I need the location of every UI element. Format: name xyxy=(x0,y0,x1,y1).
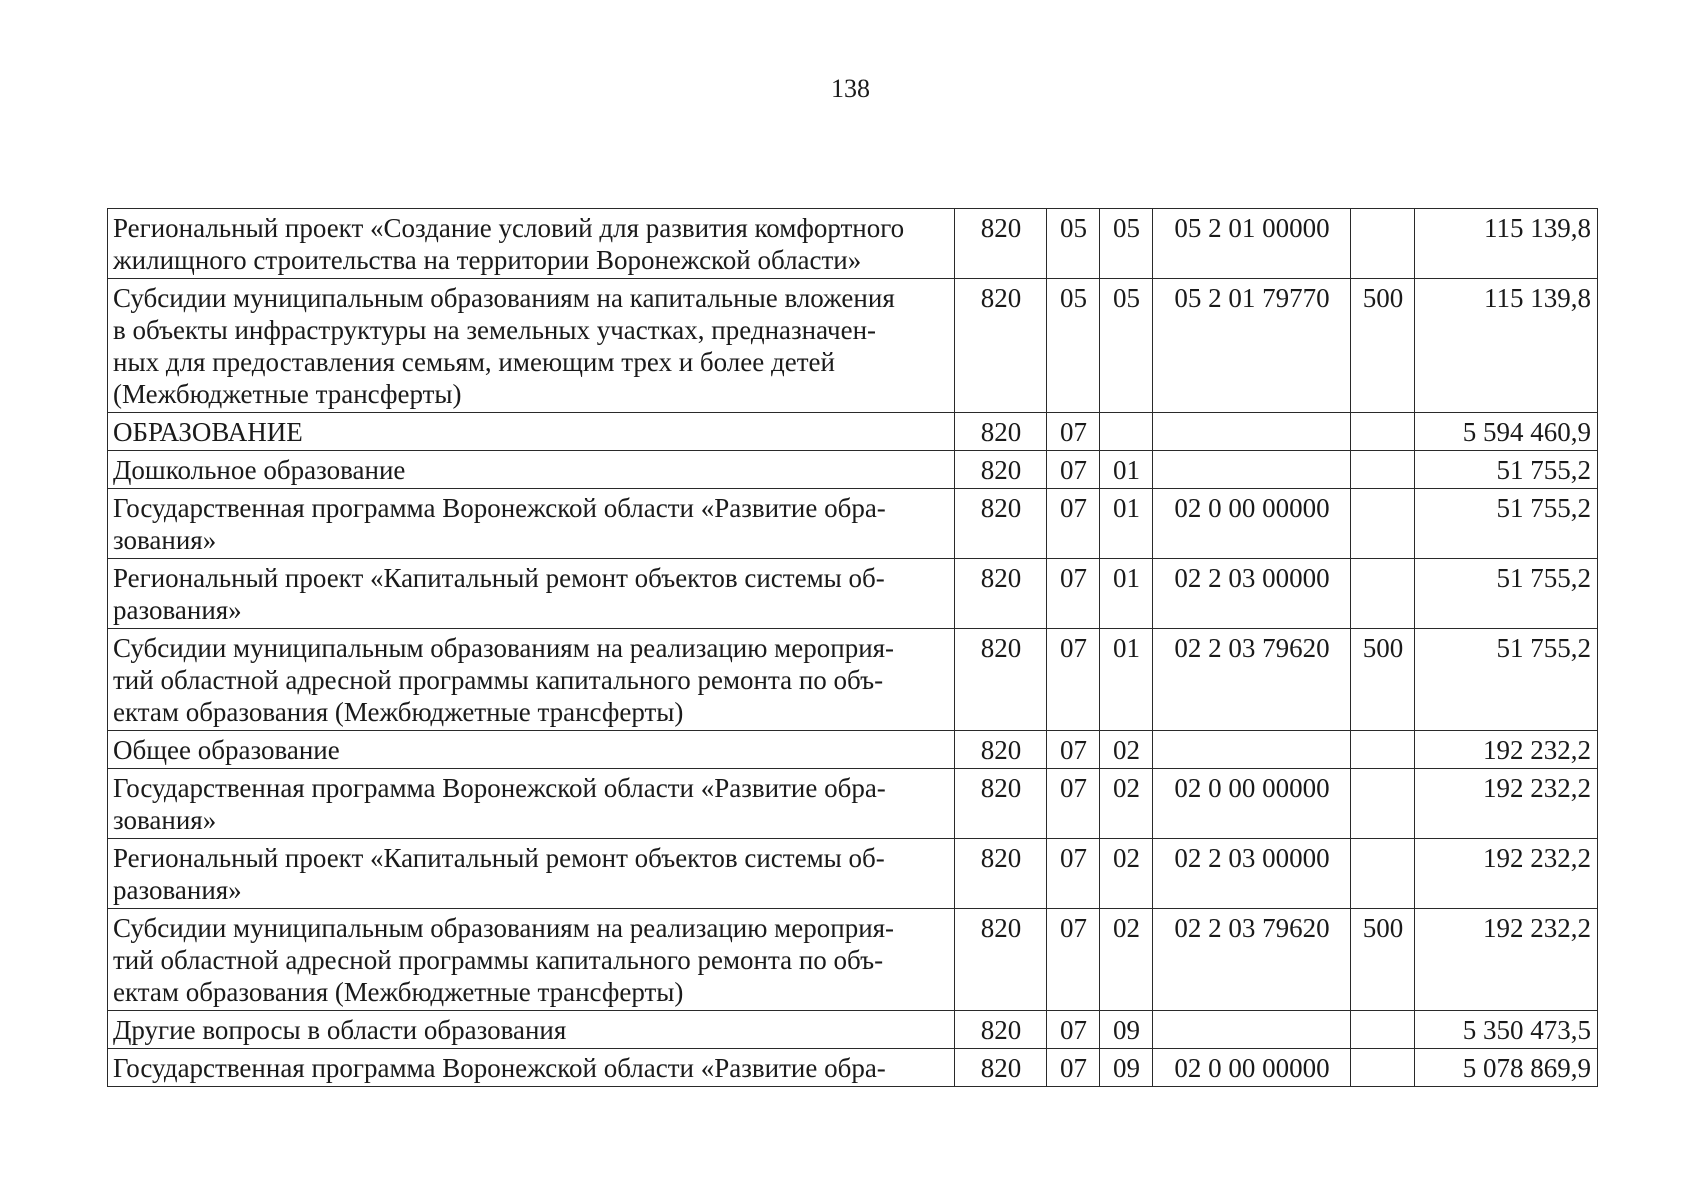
item-name-line: Общее образование xyxy=(113,735,340,765)
item-name-line: ных для предоставления семьям, имеющим трех и более детей xyxy=(113,347,835,377)
target-article-cell xyxy=(1153,413,1351,451)
table-row xyxy=(108,909,1598,1011)
expense-type-cell xyxy=(1351,559,1415,629)
item-name-cell xyxy=(108,489,955,559)
item-name-line: Государственная программа Воронежской области «Развитие обра- xyxy=(113,493,886,523)
page-number: 138 xyxy=(831,74,870,103)
amount-cell: 5 078 869,9 xyxy=(1415,1049,1598,1087)
item-name-line: Субсидии муниципальным образованиям на капитальные вложения xyxy=(113,283,895,313)
expense-type-cell xyxy=(1351,451,1415,489)
item-name-cell xyxy=(108,839,955,909)
item-name-line: Субсидии муниципальным образованиям на реализацию мероприя- xyxy=(113,633,895,663)
item-name-cell xyxy=(108,769,955,839)
table-row xyxy=(108,731,1598,769)
subsection-code-cell xyxy=(1100,413,1153,451)
ministry-code-cell: 820 xyxy=(955,1011,1047,1049)
table-row xyxy=(108,209,1598,279)
item-name-line: Государственная программа Воронежской области «Развитие обра- xyxy=(113,773,886,803)
subsection-code-cell: 01 xyxy=(1100,629,1153,731)
item-name-line: разования» xyxy=(113,875,242,905)
item-name-line: тий областной адресной программы капитального ремонта по объ- xyxy=(113,665,884,695)
item-name-line: жилищного строительства на территории Воронежской области» xyxy=(113,245,862,275)
expense-type-cell xyxy=(1351,1011,1415,1049)
item-name-cell xyxy=(108,559,955,629)
item-name-line: Региональный проект «Капитальный ремонт объектов системы об- xyxy=(113,563,885,593)
item-name-line: Субсидии муниципальным образованиям на реализацию мероприя- xyxy=(113,913,895,943)
table-row xyxy=(108,279,1598,413)
item-name-line: разования» xyxy=(113,595,242,625)
ministry-code-cell: 820 xyxy=(955,559,1047,629)
item-name-line: тий областной адресной программы капитального ремонта по объ- xyxy=(113,945,884,975)
item-name-line: Другие вопросы в области образования xyxy=(113,1015,567,1045)
item-name-cell xyxy=(108,731,955,769)
subsection-code-cell: 01 xyxy=(1100,489,1153,559)
section-code-cell: 05 xyxy=(1047,209,1100,279)
item-name-line: Региональный проект «Создание условий для развития комфортного xyxy=(113,213,905,243)
expense-type-cell xyxy=(1351,413,1415,451)
item-name-line: зования» xyxy=(113,805,217,835)
item-name-line: ектам образования (Межбюджетные трансферты) xyxy=(113,697,684,727)
expense-type-cell xyxy=(1351,769,1415,839)
item-name-line: ОБРАЗОВАНИЕ xyxy=(113,417,303,447)
amount-cell: 51 755,2 xyxy=(1415,629,1598,731)
ministry-code-cell: 820 xyxy=(955,731,1047,769)
item-name-cell xyxy=(108,279,955,413)
item-name-line: Региональный проект «Капитальный ремонт объектов системы об- xyxy=(113,843,885,873)
item-name-line: Государственная программа Воронежской области «Развитие обра- xyxy=(113,1053,886,1083)
section-code-cell: 07 xyxy=(1047,629,1100,731)
ministry-code-cell: 820 xyxy=(955,629,1047,731)
section-code-cell: 07 xyxy=(1047,451,1100,489)
table-row xyxy=(108,839,1598,909)
expense-type-cell xyxy=(1351,731,1415,769)
target-article-cell xyxy=(1153,1011,1351,1049)
item-name-line: ектам образования (Межбюджетные трансферты) xyxy=(113,977,684,1007)
subsection-code-cell: 02 xyxy=(1100,839,1153,909)
subsection-code-cell: 09 xyxy=(1100,1049,1153,1087)
item-name-line: в объекты инфраструктуры на земельных участках, предназначен- xyxy=(113,315,877,345)
expense-type-cell: 500 xyxy=(1351,629,1415,731)
ministry-code-cell: 820 xyxy=(955,769,1047,839)
target-article-cell: 05 2 01 79770 xyxy=(1153,279,1351,413)
ministry-code-cell: 820 xyxy=(955,209,1047,279)
target-article-cell: 02 0 00 00000 xyxy=(1153,489,1351,559)
table-row xyxy=(108,451,1598,489)
target-article-cell xyxy=(1153,731,1351,769)
target-article-cell xyxy=(1153,451,1351,489)
table-row xyxy=(108,1049,1598,1087)
target-article-cell: 05 2 01 00000 xyxy=(1153,209,1351,279)
amount-cell: 5 350 473,5 xyxy=(1415,1011,1598,1049)
item-name-cell xyxy=(108,629,955,731)
amount-cell: 115 139,8 xyxy=(1415,209,1598,279)
amount-cell: 51 755,2 xyxy=(1415,559,1598,629)
item-name-cell xyxy=(108,451,955,489)
item-name-line: зования» xyxy=(113,525,217,555)
section-code-cell: 07 xyxy=(1047,909,1100,1011)
subsection-code-cell: 05 xyxy=(1100,279,1153,413)
ministry-code-cell: 820 xyxy=(955,413,1047,451)
item-name-line: Дошкольное образование xyxy=(113,455,406,485)
amount-cell: 192 232,2 xyxy=(1415,731,1598,769)
expense-type-cell: 500 xyxy=(1351,279,1415,413)
target-article-cell: 02 2 03 00000 xyxy=(1153,839,1351,909)
table-row xyxy=(108,1011,1598,1049)
subsection-code-cell: 09 xyxy=(1100,1011,1153,1049)
table-row xyxy=(108,489,1598,559)
amount-cell: 115 139,8 xyxy=(1415,279,1598,413)
section-code-cell: 07 xyxy=(1047,731,1100,769)
item-name-cell xyxy=(108,1049,955,1087)
ministry-code-cell: 820 xyxy=(955,909,1047,1011)
section-code-cell: 07 xyxy=(1047,839,1100,909)
table-row xyxy=(108,413,1598,451)
target-article-cell: 02 2 03 79620 xyxy=(1153,629,1351,731)
amount-cell: 192 232,2 xyxy=(1415,839,1598,909)
ministry-code-cell: 820 xyxy=(955,489,1047,559)
amount-cell: 51 755,2 xyxy=(1415,451,1598,489)
amount-cell: 192 232,2 xyxy=(1415,909,1598,1011)
ministry-code-cell: 820 xyxy=(955,451,1047,489)
amount-cell: 51 755,2 xyxy=(1415,489,1598,559)
section-code-cell: 07 xyxy=(1047,1011,1100,1049)
expense-type-cell xyxy=(1351,1049,1415,1087)
item-name-cell xyxy=(108,909,955,1011)
section-code-cell: 07 xyxy=(1047,413,1100,451)
subsection-code-cell: 05 xyxy=(1100,209,1153,279)
budget-table xyxy=(107,208,1598,1087)
section-code-cell: 07 xyxy=(1047,769,1100,839)
section-code-cell: 07 xyxy=(1047,559,1100,629)
table-row xyxy=(108,559,1598,629)
item-name-cell xyxy=(108,413,955,451)
section-code-cell: 05 xyxy=(1047,279,1100,413)
expense-type-cell xyxy=(1351,839,1415,909)
section-code-cell: 07 xyxy=(1047,1049,1100,1087)
expense-type-cell xyxy=(1351,209,1415,279)
ministry-code-cell: 820 xyxy=(955,1049,1047,1087)
target-article-cell: 02 2 03 00000 xyxy=(1153,559,1351,629)
expense-type-cell: 500 xyxy=(1351,909,1415,1011)
budget-table-body xyxy=(108,209,1598,1087)
subsection-code-cell: 02 xyxy=(1100,769,1153,839)
target-article-cell: 02 2 03 79620 xyxy=(1153,909,1351,1011)
item-name-line: (Межбюджетные трансферты) xyxy=(113,379,462,409)
section-code-cell: 07 xyxy=(1047,489,1100,559)
ministry-code-cell: 820 xyxy=(955,279,1047,413)
expense-type-cell xyxy=(1351,489,1415,559)
amount-cell: 192 232,2 xyxy=(1415,769,1598,839)
target-article-cell: 02 0 00 00000 xyxy=(1153,769,1351,839)
table-row xyxy=(108,769,1598,839)
item-name-cell xyxy=(108,1011,955,1049)
subsection-code-cell: 02 xyxy=(1100,909,1153,1011)
item-name-cell xyxy=(108,209,955,279)
subsection-code-cell: 02 xyxy=(1100,731,1153,769)
subsection-code-cell: 01 xyxy=(1100,451,1153,489)
table-row xyxy=(108,629,1598,731)
ministry-code-cell: 820 xyxy=(955,839,1047,909)
amount-cell: 5 594 460,9 xyxy=(1415,413,1598,451)
target-article-cell: 02 0 00 00000 xyxy=(1153,1049,1351,1087)
subsection-code-cell: 01 xyxy=(1100,559,1153,629)
